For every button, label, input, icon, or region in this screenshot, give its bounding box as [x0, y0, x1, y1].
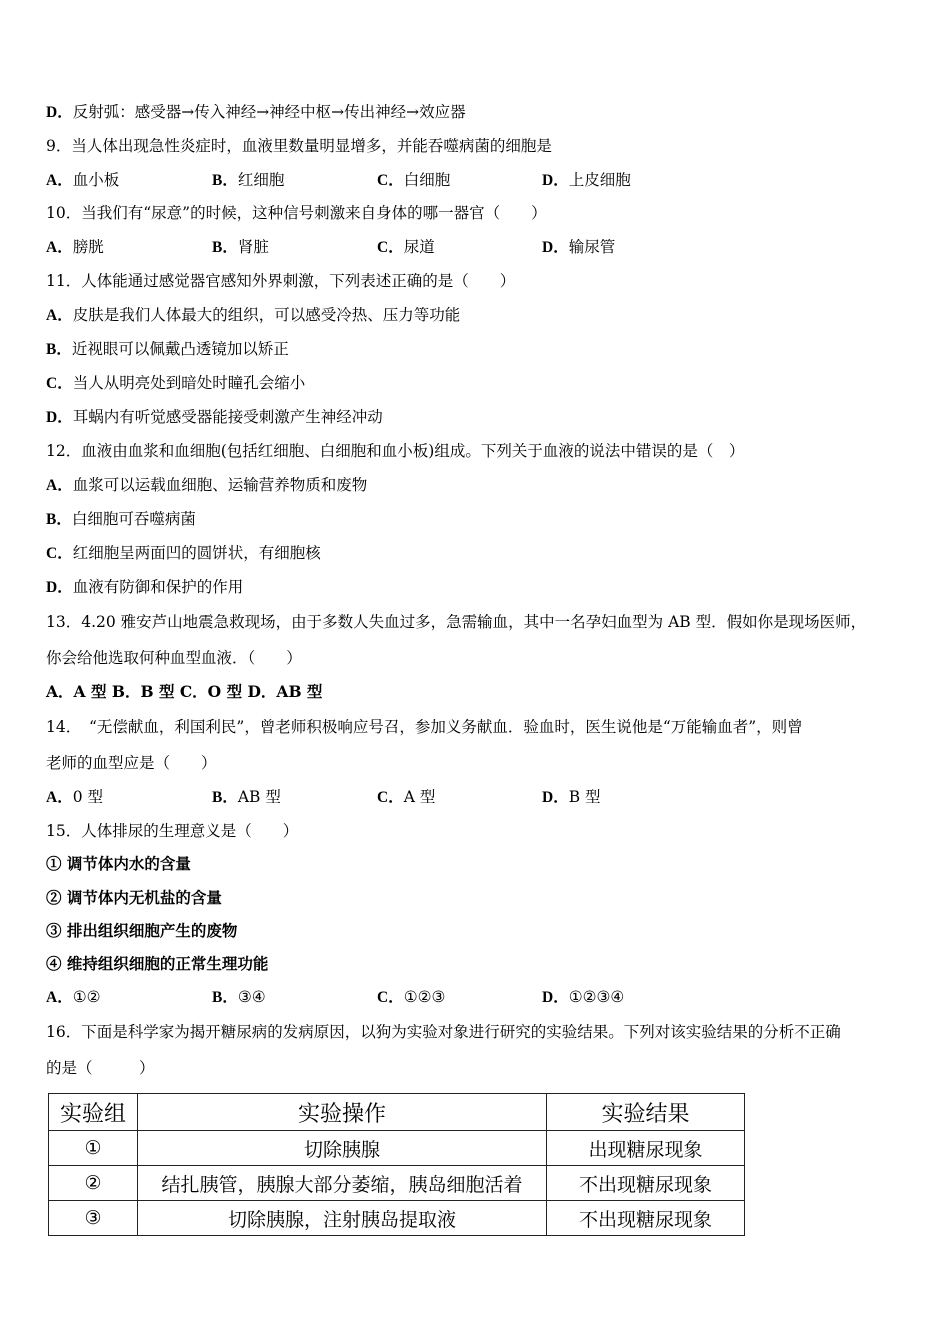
q12-option-d: D．血液有防御和保护的作用: [46, 578, 244, 596]
option-text: 反射弧：感受器→传入神经→神经中枢→传出神经→效应器: [72, 103, 466, 121]
table-cell-group: ③: [49, 1201, 138, 1236]
q13-options: A．A 型 B．B 型 C．O 型 D．AB 型: [46, 682, 323, 701]
q10-option-c: C．尿道: [377, 238, 435, 256]
q15-option-b: B．③④: [212, 988, 266, 1006]
q15-item-3: ③ 排出组织细胞产生的废物: [46, 921, 238, 940]
q9-option-c: C．白细胞: [377, 171, 451, 189]
table-header-cell: 实验操作: [138, 1094, 547, 1131]
q14-option-d: D．B 型: [542, 788, 601, 806]
q15-option-d: D．①②③④: [542, 988, 625, 1006]
q15-item-2: ② 调节体内无机盐的含量: [46, 888, 222, 907]
q10-option-b: B．肾脏: [212, 238, 269, 256]
q15-item-1: ① 调节体内水的含量: [46, 854, 191, 873]
table-cell-group: ②: [49, 1166, 138, 1201]
table-cell-result: 出现糖尿现象: [547, 1131, 745, 1166]
table-cell-operation: 切除胰腺，注射胰岛提取液: [138, 1201, 547, 1236]
q14-stem-line2: 老师的血型应是（ ）: [46, 754, 217, 772]
q14-option-b: B．AB 型: [212, 788, 281, 806]
q9-stem: 9．当人体出现急性炎症时，血液里数量明显增多，并能吞噬病菌的细胞是: [46, 137, 552, 155]
table-header-cell: 实验结果: [547, 1094, 745, 1131]
q15-stem: 15．人体排尿的生理意义是（ ）: [46, 822, 299, 840]
q12-option-b: B．白细胞可吞噬病菌: [46, 510, 196, 528]
q12-stem: 12．血液由血浆和血细胞(包括红细胞、白细胞和血小板)组成。下列关于血液的说法中错误的是（ ）: [46, 442, 745, 460]
q16-stem-line2: 的是（ ）: [46, 1059, 155, 1077]
experiment-table: [48, 1093, 745, 1236]
q11-option-c: C．当人从明亮处到暗处时瞳孔会缩小: [46, 374, 306, 392]
table-cell-operation: 结扎胰管，胰腺大部分萎缩，胰岛细胞活着: [138, 1166, 547, 1201]
q11-option-d: D．耳蜗内有听觉感受器能接受刺激产生神经冲动: [46, 408, 383, 426]
q16-stem-line1: 16．下面是科学家为揭开糖尿病的发病原因，以狗为实验对象进行研究的实验结果。下列对该实验结果的分析不正确: [46, 1023, 841, 1041]
q14-option-c: C．A 型: [377, 788, 436, 806]
q11-option-b: B．近视眼可以佩戴凸透镜加以矫正: [46, 340, 289, 358]
table-header-cell: 实验组: [49, 1094, 138, 1131]
q11-option-a: A．皮肤是我们人体最大的组织，可以感受冷热、压力等功能: [46, 306, 461, 324]
q10-option-d: D．输尿管: [542, 238, 616, 256]
q15-option-c: C．①②③: [377, 988, 446, 1006]
table-row: [49, 1166, 745, 1201]
q12-option-a: A．血浆可以运载血细胞、运输营养物质和废物: [46, 476, 368, 494]
q9-option-b: B．红细胞: [212, 171, 285, 189]
q11-stem: 11．人体能通过感觉器官感知外界刺激，下列表述正确的是（ ）: [46, 272, 516, 290]
q13-stem-line2: 你会给他选取何种血型血液．（ ）: [46, 649, 302, 667]
table-row: [49, 1131, 745, 1166]
q15-option-a: A．①②: [46, 988, 101, 1006]
table-row: [49, 1201, 745, 1236]
q12-option-c: C．红细胞呈两面凹的圆饼状，有细胞核: [46, 544, 321, 562]
table-cell-result: 不出现糖尿现象: [547, 1201, 745, 1236]
q13-stem-line1: 13．4.20 雅安芦山地震急救现场，由于多数人失血过多，急需输血，其中一名孕妇血型为 AB 型．假如你是现场医师，: [46, 613, 867, 631]
q9-option-d: D．上皮细胞: [542, 171, 631, 189]
q10-stem: 10．当我们有“尿意”的时候，这种信号刺激来自身体的哪一器官（ ）: [46, 204, 547, 222]
q14-stem-line1: 14． “无偿献血，利国利民”，曾老师积极响应号召，参加义务献血．验血时，医生说他是“万能输血者”，则曾: [46, 718, 803, 736]
table-header-row: [49, 1094, 745, 1131]
q8-option-d: [46, 102, 466, 123]
q10-option-a: A．膀胱: [46, 238, 104, 256]
q9-option-a: A．血小板: [46, 171, 120, 189]
table-cell-group: ①: [49, 1131, 138, 1166]
table-cell-result: 不出现糖尿现象: [547, 1166, 745, 1201]
q15-item-4: ④ 维持组织细胞的正常生理功能: [46, 954, 269, 973]
q14-option-a: A．0 型: [46, 788, 103, 806]
option-letter: D．: [46, 104, 73, 121]
table-cell-operation: 切除胰腺: [138, 1131, 547, 1166]
